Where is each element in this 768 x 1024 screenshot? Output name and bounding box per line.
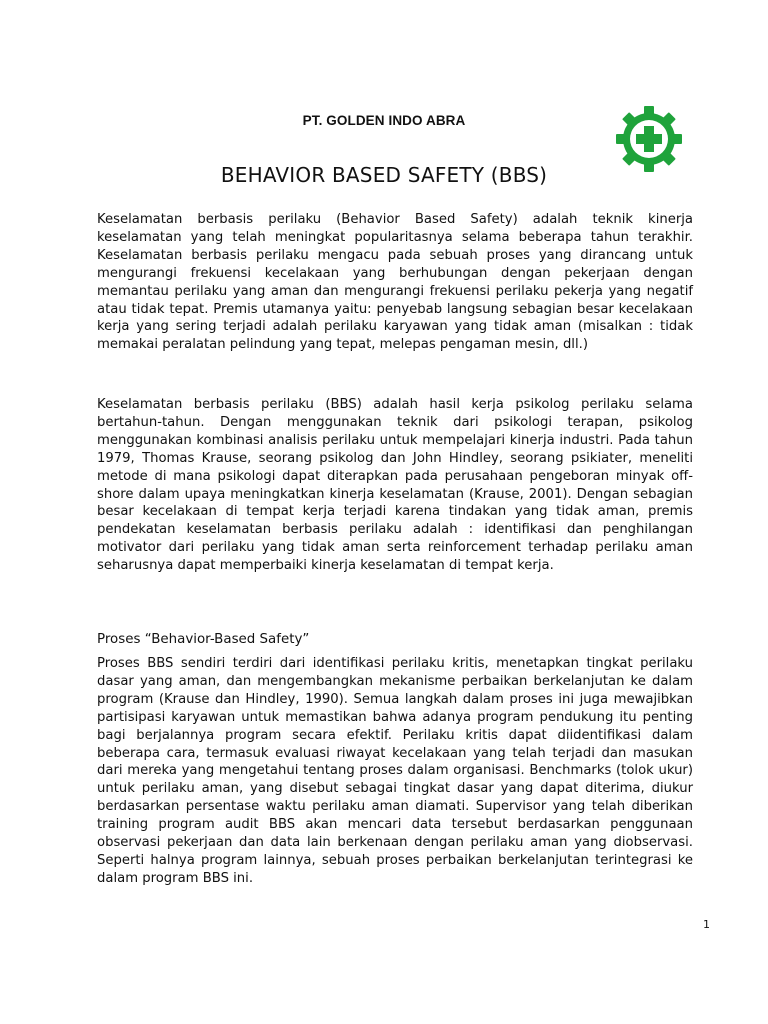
section-heading: Proses “Behavior-Based Safety” bbox=[97, 632, 310, 647]
paragraph-process: Proses BBS sendiri terdiri dari identifikasi perilaku kritis, menetapkan tingkat perilaku dasar yang aman, dan mengembangkan mekanisme perbaikan berkelanjutan ke dalam program (Krause dan Hindley, 1990). Semua langkah dalam proses ini juga mewajibkan partisipasi karyawan untuk memastikan bahwa adanya program pendukung itu penting bagi berjalannya program secara efektif. Perilaku kritis dapat diidentifikasi dalam beberapa cara, termasuk evaluasi riwayat kecelakaan yang telah terjadi dan masukan dari mereka yang mengetahui tentang proses dalam organisasi. Benchmarks (tolok ukur) untuk perilaku aman, yang disebut sebagai tingkat dasar yang dapat diterima, diukur berdasarkan persentase waktu perilaku aman diamati. Supervisor yang telah diberikan training program audit BBS akan mencari data tersebut berdasarkan penggunaan observasi pekerjaan dan data lain berkenaan dengan perilaku aman yang diobservasi. Seperti halnya program lainnya, sebuah proses perbaikan berkelanjutan terintegrasi ke dalam program BBS ini. bbox=[97, 656, 693, 886]
company-name: PT. GOLDEN INDO ABRA bbox=[302, 113, 466, 128]
page-number: 1 bbox=[703, 918, 710, 931]
paragraph-history: Keselamatan berbasis perilaku (BBS) adalah hasil kerja psikolog perilaku selama bertahun-tahun. Dengan menggunakan teknik dari psikologi terapan, psikolog menggunakan kombinasi analisis perilaku untuk mempelajari kinerja industri. Pada tahun 1979, Thomas Krause, seorang psikolog dan John Hindley, seorang psikiater, meneliti metode di mana psikologi dapat diterapkan pada perusahaan pengeboran minyak off-shore dalam upaya meningkatkan kinerja keselamatan (Krause, 2001). Dengan sebagian besar kecelakaan di tempat kerja terjadi karena tindakan yang tidak aman, premis pendekatan keselamatan berbasis perilaku adalah : identifikasi dan penghilangan motivator dari perilaku yang tidak aman serta reinforcement terhadap perilaku aman seharusnya dapat memperbaiki kinerja keselamatan di tempat kerja. bbox=[97, 397, 693, 574]
page-title: BEHAVIOR BASED SAFETY (BBS) bbox=[220, 163, 548, 187]
paragraph-intro: Keselamatan berbasis perilaku (Behavior Based Safety) adalah teknik kinerja keselamatan yang telah meningkat popularitasnya selama beberapa tahun terakhir. Keselamatan berbasis perilaku mengacu pada sebuah proses yang dirancang untuk mengurangi frekuensi kecelakaan yang berhubungan dengan pekerjaan dengan memantau perilaku yang aman dan mengurangi frekuensi perilaku pekerja yang negatif atau tidak tepat. Premis utamanya yaitu: penyebab langsung sebagian besar kecelakaan kerja yang sering terjadi adalah perilaku karyawan yang tidak aman (misalkan : tidak memakai peralatan pelindung yang tepat, melepas pengaman mesin, dll.) bbox=[97, 212, 693, 353]
